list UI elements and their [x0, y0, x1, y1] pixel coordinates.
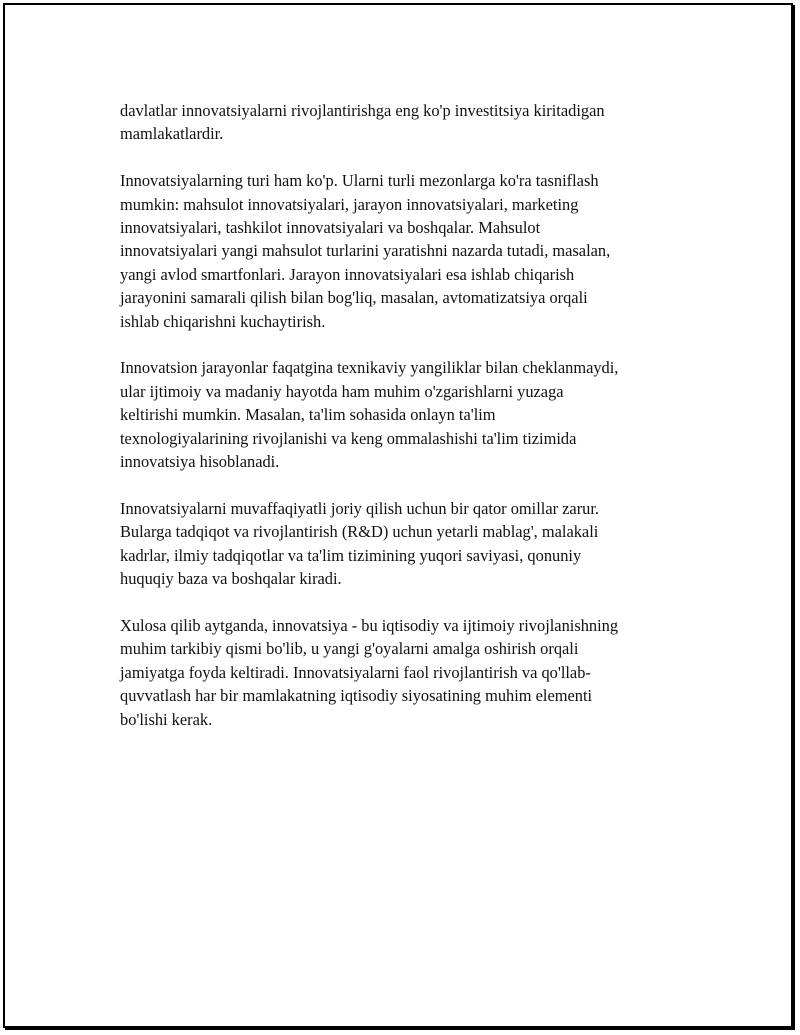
text-line: davlatlar innovatsiyalarni rivojlantirishga eng ko'p investitsiya kiritadigan	[120, 101, 605, 120]
text-line: mumkin: mahsulot innovatsiyalari, jarayon innovatsiyalari, marketing	[120, 194, 579, 214]
paragraph-3	[120, 356, 700, 473]
text-line: jarayonini samarali qilish bilan bog'liq, masalan, avtomatizatsiya orqali	[120, 288, 588, 308]
text-line: kadrlar, ilmiy tadqiqotlar va ta'lim tizimining yuqori saviyasi, qonuniy	[120, 545, 582, 565]
text-line: innovatsiyalari, tashkilot innovatsiyalari va boshqalar. Mahsulot	[120, 218, 541, 238]
text-line: yangi avlod smartfonlari. Jarayon innovatsiyalari esa ishlab chiqarish	[120, 264, 575, 284]
text-line: keltirishi mumkin. Masalan, ta'lim sohasida onlayn ta'lim	[120, 405, 496, 425]
text-line: Innovatsiyalarni muvaffaqiyatli joriy qilish uchun bir qator omillar zarur.	[120, 498, 600, 518]
document-page	[3, 3, 793, 1028]
text-line: huquqiy baza va boshqalar kiradi.	[120, 569, 342, 589]
text-line: innovatsiya hisoblanadi.	[120, 452, 280, 472]
text-line: muhim tarkibiy qismi bo'lib, u yangi g'oyalarni amalga oshirish orqali	[120, 639, 579, 659]
text-line: Bularga tadqiqot va rivojlantirish (R&D) uchun yetarli mablag', malakali	[120, 522, 599, 542]
text-line: texnologiyalarining rivojlanishi va keng ommalashishi ta'lim tizimida	[120, 428, 577, 448]
text-line: ishlab chiqarishni kuchaytirish.	[120, 311, 326, 331]
paragraph-2	[120, 169, 700, 333]
text-line: Innovatsion jarayonlar faqatgina texnikaviy yangiliklar bilan cheklanmaydi,	[120, 358, 619, 378]
text-line: Innovatsiyalarning turi ham ko'p. Ularni turli mezonlarga ko'ra tasniflash	[120, 171, 599, 191]
paragraph-4	[120, 497, 700, 591]
paragraph-1	[120, 99, 700, 146]
text-line: jamiyatga foyda keltiradi. Innovatsiyalarni faol rivojlantirish va qo'llab-	[120, 662, 591, 682]
text-line: mamlakatlardir.	[120, 124, 224, 144]
text-line: bo'lishi kerak.	[120, 709, 213, 729]
text-line: innovatsiyalari yangi mahsulot turlarini yaratishni nazarda tutadi, masalan,	[120, 241, 611, 261]
document-body	[120, 99, 700, 754]
text-line: quvvatlash har bir mamlakatning iqtisodiy siyosatining muhim elementi	[120, 686, 593, 706]
text-line: ular ijtimoiy va madaniy hayotda ham muhim o'zgarishlarni yuzaga	[120, 381, 564, 401]
paragraph-5	[120, 614, 700, 731]
text-line: Xulosa qilib aytganda, innovatsiya - bu iqtisodiy va ijtimoiy rivojlanishning	[120, 615, 619, 635]
